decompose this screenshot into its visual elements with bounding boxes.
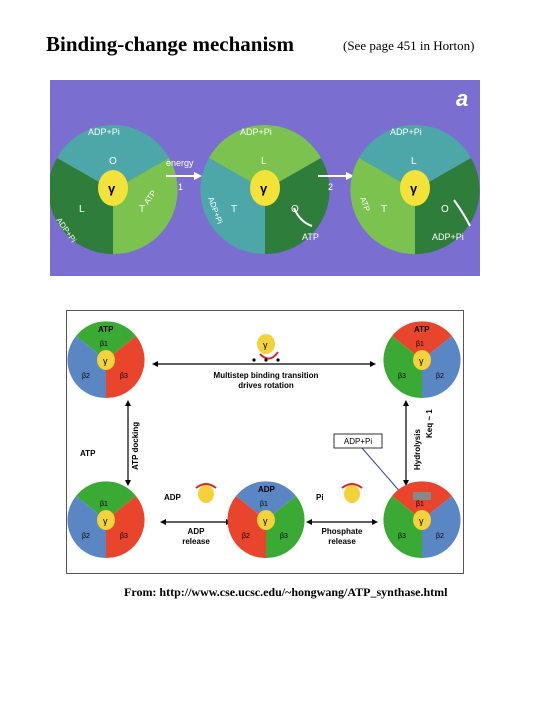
- adp-pi-box-label: ADP+Pi: [343, 437, 373, 446]
- multistep-label-2: drives rotation: [238, 381, 294, 390]
- gamma-label-3: γ: [410, 181, 418, 196]
- br-beta2: β2: [436, 533, 444, 540]
- dot-3: [276, 358, 279, 361]
- bc-beta1: β1: [260, 501, 268, 508]
- phosphate-release-gamma-shape: [344, 485, 360, 503]
- rotor3-adp-pi-label: ADP+Pi: [390, 127, 422, 137]
- tr-beta2: β2: [436, 373, 444, 380]
- phosphate-release-line1: Phosphate: [321, 527, 363, 536]
- bl-beta3: β3: [120, 533, 128, 540]
- pi-free-label: Pi: [316, 493, 324, 502]
- rotor2-adp-pi-label: ADP+Pi: [240, 127, 272, 137]
- atp-docking-label: ATP docking: [131, 421, 140, 470]
- rotor3-t-label: T: [381, 204, 388, 215]
- rotor-bottom-center: [227, 481, 304, 558]
- br-beta3: β3: [398, 533, 406, 540]
- source-citation: From: http://www.cse.ucsc.edu/~hongwang/ATP_synthase.html: [124, 585, 448, 599]
- rotor2-side-adp-pi: ADP+Pi: [206, 195, 225, 226]
- keq-label: Keq ~ 1: [425, 409, 434, 438]
- energy-label: energy: [166, 158, 194, 168]
- step2-label: 2: [328, 182, 334, 192]
- gamma-label-1: γ: [108, 181, 116, 196]
- br-bound-adp-pi: [413, 492, 431, 500]
- bc-beta2: β2: [242, 533, 250, 540]
- figure-b-binding-cycle: [66, 310, 464, 574]
- left-atp-label: ATP: [80, 449, 96, 458]
- br-beta1: β1: [416, 501, 424, 508]
- rotor3-release-label: ADP+Pi: [432, 232, 464, 242]
- tr-gamma-label: γ: [419, 356, 424, 366]
- bc-beta3: β3: [280, 533, 288, 540]
- br-gamma-label: γ: [419, 516, 424, 526]
- tr-beta3: β3: [398, 373, 406, 380]
- bc-adp-label: ADP: [258, 485, 275, 494]
- rotor-bottom-left: [67, 481, 144, 558]
- bl-beta1: β1: [100, 501, 108, 508]
- tr-beta1: β1: [416, 341, 424, 348]
- tr-atp-label: ATP: [414, 325, 430, 334]
- hydrolysis-label: Hydrolysis: [413, 429, 422, 470]
- adp-free-label: ADP: [164, 493, 181, 502]
- rotor1-adp-pi-label: ADP+Pi: [88, 127, 120, 137]
- rotor1-o-label: O: [109, 156, 117, 167]
- page-title: Binding-change mechanism: [46, 32, 294, 56]
- tl-beta2: β2: [82, 373, 90, 380]
- dot-2: [264, 358, 267, 361]
- rotor2-l-label: L: [261, 156, 267, 167]
- rotor1-side-atp: ATP: [142, 188, 159, 207]
- multistep-label-1: Multistep binding transition: [213, 371, 319, 380]
- gamma-label-2: γ: [260, 181, 268, 196]
- panel-letter: a: [456, 86, 469, 111]
- rotor1-side-adp-pi: ADP+Pi: [54, 215, 78, 245]
- rotor1-t-label: T: [139, 204, 146, 215]
- rotor-top-left: [67, 321, 144, 398]
- rotor2-atp-label: ATP: [302, 232, 319, 242]
- bc-gamma-label: γ: [263, 516, 268, 526]
- tl-gamma-label: γ: [103, 356, 108, 366]
- tl-beta1: β1: [100, 341, 108, 348]
- tl-beta3: β3: [120, 373, 128, 380]
- adp-release-line2: release: [182, 537, 210, 546]
- rotor3-side-atp: ATP: [358, 195, 372, 213]
- adp-release-gamma-shape: [198, 485, 214, 503]
- reference-note: (See page 451 in Horton): [343, 38, 475, 53]
- rotor2-o-label: O: [291, 204, 299, 215]
- adp-release-line1: ADP: [187, 527, 205, 536]
- bl-gamma-label: γ: [103, 516, 108, 526]
- bl-beta2: β2: [82, 533, 90, 540]
- rotor3-o-label: O: [441, 204, 449, 215]
- figure-a-binding-change: [50, 80, 480, 276]
- dot-1: [252, 358, 255, 361]
- phosphate-release-line2: release: [328, 537, 356, 546]
- tl-atp-label: ATP: [98, 325, 114, 334]
- top-gamma-label: γ: [263, 340, 268, 350]
- rotor3-l-label: L: [411, 156, 417, 167]
- step1-label: 1: [178, 182, 184, 192]
- rotor2-t-label: T: [231, 204, 238, 215]
- rotor-bottom-right: [383, 481, 460, 558]
- rotor-top-right: [383, 321, 460, 398]
- rotor1-l-label: L: [79, 204, 85, 215]
